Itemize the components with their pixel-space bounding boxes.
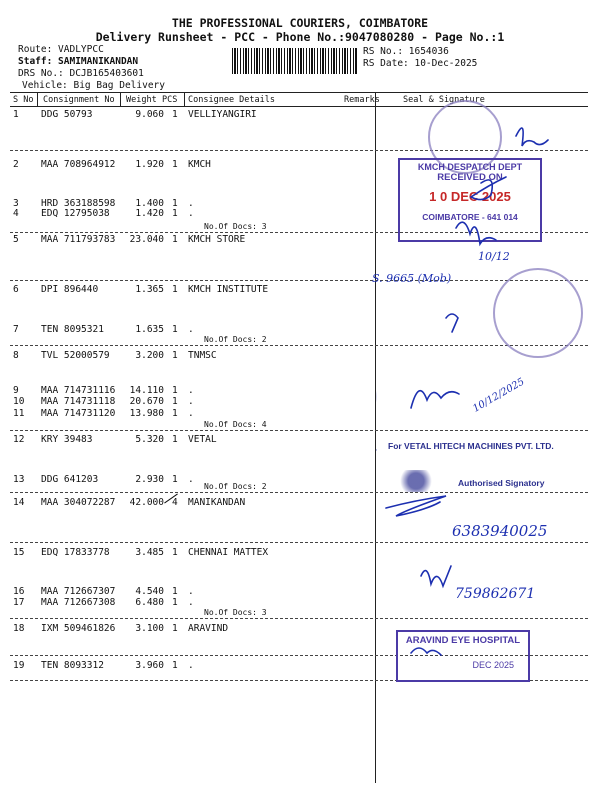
kmch-stamp-line3: COIMBATORE - 641 014 bbox=[422, 212, 518, 222]
col-divider bbox=[37, 93, 38, 106]
row-pcs: 1 bbox=[172, 623, 178, 634]
signature-row16 bbox=[421, 566, 451, 586]
rs-no-text: RS No.: 1654036 bbox=[363, 46, 449, 57]
header-top-rule bbox=[10, 92, 588, 93]
row-weight: 1.635 bbox=[135, 324, 164, 335]
row-sno: 3 bbox=[13, 198, 19, 209]
row-sno: 7 bbox=[13, 324, 19, 335]
row-consignment-no: MAA 712667308 bbox=[41, 597, 116, 608]
row-pcs: 1 bbox=[172, 434, 178, 445]
signature-row14 bbox=[386, 496, 446, 516]
row-weight: 1.420 bbox=[135, 208, 164, 219]
row-weight: 2.930 bbox=[135, 474, 164, 485]
row-consignee: KMCH bbox=[188, 159, 211, 170]
col-weight: Weight bbox=[126, 95, 157, 105]
col-pcs: PCS bbox=[162, 95, 178, 105]
kmch-stamp-line2: RECEIVED ON bbox=[437, 172, 503, 183]
row-consignment-no: MAA 304072287 bbox=[41, 497, 116, 508]
signature-row19 bbox=[411, 648, 441, 655]
row-pcs: 1 bbox=[172, 396, 178, 407]
docs-note: No.Of Docs: 2 bbox=[204, 482, 267, 491]
row-sno: 19 bbox=[13, 660, 25, 671]
row-pcs: 1 bbox=[172, 234, 178, 245]
row-consignee: . bbox=[188, 198, 194, 209]
row-sno: 4 bbox=[13, 208, 19, 219]
row-pcs: 1 bbox=[172, 547, 178, 558]
row-consignment-no: MAA 708964912 bbox=[41, 159, 116, 170]
runsheet-title: Delivery Runsheet - PCC - Phone No.:9047080280 - Page No.:1 bbox=[95, 30, 505, 44]
row-consignment-no: KRY 39483 bbox=[41, 434, 93, 445]
row-consignment-no: DPI 896440 bbox=[41, 284, 99, 295]
row-sno: 8 bbox=[13, 350, 19, 361]
row-consignment-no: TEN 8093312 bbox=[41, 660, 104, 671]
handwritten-phone-1: 6383940025 bbox=[452, 522, 548, 540]
drs-text: DRS No.: DCJB165403601 bbox=[18, 68, 144, 79]
row-consignee: . bbox=[188, 586, 194, 597]
row-weight: 1.365 bbox=[135, 284, 164, 295]
row-consignment-no: EDQ 17833778 bbox=[41, 547, 110, 558]
row-pcs: 1 bbox=[172, 408, 178, 419]
row-weight: 6.480 bbox=[135, 597, 164, 608]
row-consignment-no: MAA 714731116 bbox=[41, 385, 116, 396]
row-consignee: . bbox=[188, 396, 194, 407]
row-consignee: CHENNAI MATTEX bbox=[188, 547, 269, 558]
row-sno: 10 bbox=[13, 396, 25, 407]
vetal-stamp-line1: For VETAL HITECH MACHINES PVT. LTD. bbox=[388, 441, 554, 451]
row-weight: 14.110 bbox=[129, 385, 164, 396]
row-weight: 1.400 bbox=[135, 198, 164, 209]
row-sno: 16 bbox=[13, 586, 25, 597]
header-bottom-rule bbox=[10, 106, 588, 107]
row-consignee: . bbox=[188, 660, 194, 671]
vetal-stamp-line2: Authorised Signatory bbox=[458, 478, 545, 488]
row-consignee: KMCH STORE bbox=[188, 234, 246, 245]
row-weight: 42.000 bbox=[129, 497, 164, 508]
row-consignee: TNMSC bbox=[188, 350, 217, 361]
docs-note: No.Of Docs: 3 bbox=[204, 222, 267, 231]
docs-note: No.Of Docs: 4 bbox=[204, 420, 267, 429]
route-text: Route: VADLYPCC bbox=[18, 44, 104, 55]
row-sno: 17 bbox=[13, 597, 25, 608]
company-title: THE PROFESSIONAL COURIERS, COIMBATORE bbox=[171, 16, 429, 30]
row-consignment-no: MAA 714731120 bbox=[41, 408, 116, 419]
row-sno: 9 bbox=[13, 385, 19, 396]
row-pcs: 1 bbox=[172, 350, 178, 361]
row-sno: 1 bbox=[13, 109, 19, 120]
row-sno: 6 bbox=[13, 284, 19, 295]
row-consignment-no: MAA 711793783 bbox=[41, 234, 116, 245]
row-consignment-no: EDQ 12795038 bbox=[41, 208, 110, 219]
row-sno: 5 bbox=[13, 234, 19, 245]
row-sno: 18 bbox=[13, 623, 25, 634]
handwritten-date-note: 10/12 bbox=[478, 250, 510, 263]
row-consignee: KMCH INSTITUTE bbox=[188, 284, 269, 295]
row-weight: 3.485 bbox=[135, 547, 164, 558]
staff-text: Staff: SAMIMANIKANDAN bbox=[18, 56, 139, 67]
row-weight: 9.060 bbox=[135, 109, 164, 120]
row-consignee: . bbox=[188, 385, 194, 396]
signature-row5 bbox=[456, 222, 496, 244]
row-weight: 23.040 bbox=[129, 234, 164, 245]
row-sno: 11 bbox=[13, 408, 25, 419]
row-consignment-no: IXM 509461826 bbox=[41, 623, 116, 634]
aravind-stamp-date: DEC 2025 bbox=[472, 660, 514, 670]
row-pcs: 1 bbox=[172, 284, 178, 295]
docs-note: No.Of Docs: 2 bbox=[204, 335, 267, 344]
row-weight: 20.670 bbox=[129, 396, 164, 407]
row-pcs: 1 bbox=[172, 159, 178, 170]
barcode bbox=[232, 48, 358, 74]
row-weight: 3.200 bbox=[135, 350, 164, 361]
row-sno: 14 bbox=[13, 497, 25, 508]
handwritten-signatures bbox=[376, 108, 600, 798]
signature-row4 bbox=[471, 177, 506, 200]
vehicle-text: Vehicle: Big Bag Delivery bbox=[22, 80, 165, 91]
aravind-stamp-line1: ARAVIND EYE HOSPITAL bbox=[405, 635, 521, 646]
row-consignment-no: TEN 8095321 bbox=[41, 324, 104, 335]
row-consignee: VELLIYANGIRI bbox=[188, 109, 257, 120]
row-consignment-no: DDG 50793 bbox=[41, 109, 93, 120]
col-divider bbox=[120, 93, 121, 106]
rs-date-text: RS Date: 10-Dec-2025 bbox=[363, 58, 478, 69]
row-consignee: ARAVIND bbox=[188, 623, 229, 634]
row-pcs: 1 bbox=[172, 586, 178, 597]
row-sno: 15 bbox=[13, 547, 25, 558]
row-pcs: 1 bbox=[172, 208, 178, 219]
row-pcs: 1 bbox=[172, 324, 178, 335]
handwritten-date-note: 10/12/2025 bbox=[471, 376, 527, 415]
row-consignee: MANIKANDAN bbox=[188, 497, 246, 508]
row-consignee: . bbox=[188, 208, 194, 219]
row-weight: 1.920 bbox=[135, 159, 164, 170]
row-pcs: 1 bbox=[172, 474, 178, 485]
row-consignment-no: MAA 712667307 bbox=[41, 586, 116, 597]
row-consignment-no: TVL 52000579 bbox=[41, 350, 110, 361]
row-sno: 13 bbox=[13, 474, 25, 485]
row-consignee: . bbox=[188, 474, 194, 485]
col-sno: S No bbox=[13, 95, 34, 105]
row-consignment-no: DDG 641203 bbox=[41, 474, 99, 485]
row-consignee: . bbox=[188, 408, 194, 419]
row-sno: 12 bbox=[13, 434, 25, 445]
handwritten-phone-2: 759862671 bbox=[455, 586, 536, 602]
row-pcs: 1 bbox=[172, 198, 178, 209]
col-seal: Seal & Signature bbox=[403, 95, 485, 105]
row-weight: 5.320 bbox=[135, 434, 164, 445]
col-consignment: Consignment No bbox=[43, 95, 115, 105]
row-consignee: . bbox=[188, 597, 194, 608]
kmch-stamp-date: 1 0 DEC 2025 bbox=[429, 189, 511, 204]
row-pcs: 4 bbox=[172, 497, 178, 508]
col-remarks: Remarks bbox=[344, 95, 380, 105]
col-divider bbox=[184, 93, 185, 106]
kmch-stamp-line1: KMCH DESPATCH DEPT bbox=[417, 162, 523, 172]
row-consignment-no: HRD 363188598 bbox=[41, 198, 116, 209]
row-consignee: VETAL bbox=[188, 434, 217, 445]
row-pcs: 1 bbox=[172, 597, 178, 608]
row-pcs: 1 bbox=[172, 109, 178, 120]
row-sno: 2 bbox=[13, 159, 19, 170]
row-pcs: 1 bbox=[172, 385, 178, 396]
row-weight: 3.960 bbox=[135, 660, 164, 671]
signature-row7 bbox=[446, 314, 458, 332]
signature-row1 bbox=[516, 128, 548, 146]
row-weight: 3.100 bbox=[135, 623, 164, 634]
col-consignee: Consignee Details bbox=[188, 95, 275, 105]
row-weight: 13.980 bbox=[129, 408, 164, 419]
row-weight: 4.540 bbox=[135, 586, 164, 597]
row-pcs: 1 bbox=[172, 660, 178, 671]
row-consignment-no: MAA 714731118 bbox=[41, 396, 116, 407]
signature-row9 bbox=[411, 391, 459, 408]
row-consignee: . bbox=[188, 324, 194, 335]
handwritten-mobile-note: S. 9665 (Mob) bbox=[372, 272, 452, 285]
docs-note: No.Of Docs: 3 bbox=[204, 608, 267, 617]
